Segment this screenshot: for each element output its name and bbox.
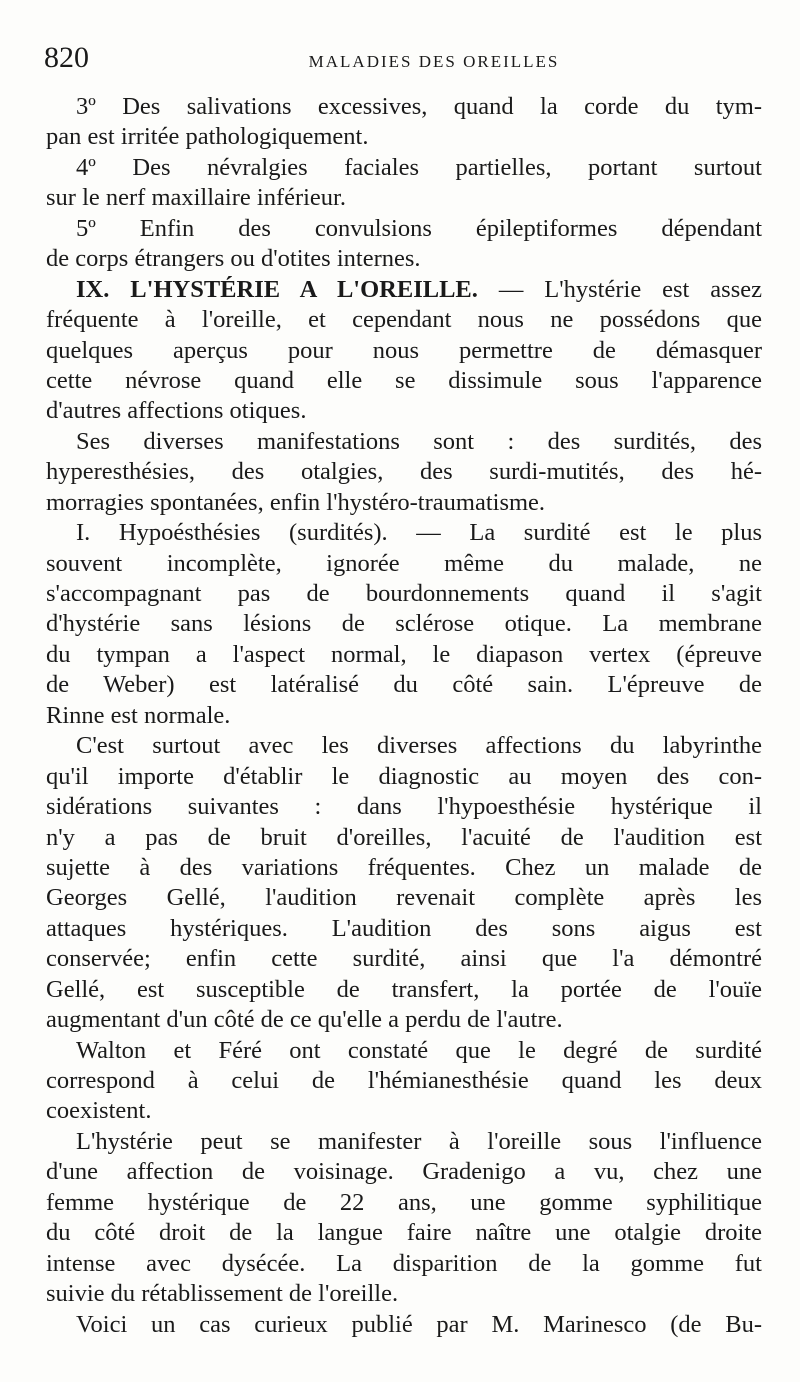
text-line: fréquente à l'oreille, et cependant nous ne possédons que (46, 306, 762, 334)
body-text (46, 92, 762, 1340)
text-line: I. Hypoésthésies (surdités). — La surdité est le plus (76, 519, 762, 547)
text-line: 5º Enfin des convulsions épileptiformes dépendant (76, 214, 762, 242)
text-line: Rinne est normale. (46, 701, 231, 729)
text-line: de Weber) est latéralisé du côté sain. L'épreuve de (46, 671, 762, 699)
text-line: souvent incomplète, ignorée même du malade, ne (46, 549, 762, 577)
text-line: d'hystérie sans lésions de sclérose otique. La membrane (46, 610, 762, 638)
text-line: attaques hystériques. L'audition des sons aigus est (46, 914, 762, 942)
text-line: intense avec dysécée. La disparition de la gomme fut (46, 1249, 762, 1277)
text-line: du côté droit de la langue faire naître une otalgie droite (46, 1219, 762, 1247)
text-line: IX. L'HYSTÉRIE A L'OREILLE. — L'hystérie est assez (76, 275, 762, 303)
text-line: qu'il importe d'établir le diagnostic au moyen des con- (46, 762, 762, 790)
text-line: quelques aperçus pour nous permettre de démasquer (46, 336, 762, 364)
text-line: pan est irritée pathologiquement. (46, 123, 369, 151)
text-line: Ses diverses manifestations sont : des surdités, des (76, 427, 762, 455)
running-title: MALADIES DES OREILLES (308, 52, 560, 71)
text-line: sidérations suivantes : dans l'hypoesthésie hystérique il (46, 793, 762, 821)
text-line: L'hystérie peut se manifester à l'oreille sous l'influence (76, 1127, 762, 1155)
text-line: augmentant d'un côté de ce qu'elle a perdu de l'autre. (46, 1006, 563, 1034)
text-line: morragies spontanées, enfin l'hystéro-traumatisme. (46, 488, 546, 516)
text-line: d'autres affections otiques. (46, 397, 307, 425)
text-line: hyperesthésies, des otalgies, des surdi-mutités, des hé- (46, 458, 762, 486)
page-header (44, 38, 760, 78)
section-heading: IX. L'HYSTÉRIE A L'OREILLE. (76, 275, 478, 303)
page-number: 820 (44, 41, 89, 74)
text-line: femme hystérique de 22 ans, une gomme syphilitique (46, 1188, 762, 1216)
text-line: 4º Des névralgies faciales partielles, portant surtout (76, 153, 762, 181)
text-line: du tympan a l'aspect normal, le diapason vertex (épreuve (46, 640, 762, 668)
text-line: Georges Gellé, l'audition revenait complète après les (46, 884, 762, 912)
text-line: s'accompagnant pas de bourdonnements quand il s'agit (46, 580, 762, 607)
text-line: Gellé, est susceptible de transfert, la portée de l'ouïe (46, 975, 762, 1003)
text-line: Voici un cas curieux publié par M. Marinesco (de Bu- (76, 1310, 762, 1338)
text-line: 3º Des salivations excessives, quand la corde du tym- (76, 93, 762, 120)
text-line: suivie du rétablissement de l'oreille. (46, 1280, 399, 1308)
text-line: conservée; enfin cette surdité, ainsi que l'a démontré (46, 945, 762, 973)
text-line: coexistent. (46, 1097, 152, 1125)
text-line: de corps étrangers ou d'otites internes. (46, 245, 421, 273)
text-line: sur le nerf maxillaire inférieur. (46, 184, 346, 212)
text-line: cette névrose quand elle se dissimule sous l'apparence (46, 366, 762, 394)
text-line: correspond à celui de l'hémianesthésie quand les deux (46, 1067, 762, 1094)
text-line: sujette à des variations fréquentes. Chez un malade de (46, 853, 762, 881)
text-line: Walton et Féré ont constaté que le degré de surdité (76, 1036, 762, 1064)
text-line: n'y a pas de bruit d'oreilles, l'acuité de l'audition est (46, 823, 762, 851)
text-line: C'est surtout avec les diverses affections du labyrinthe (76, 732, 762, 760)
text-line: d'une affection de voisinage. Gradenigo a vu, chez une (46, 1158, 762, 1186)
